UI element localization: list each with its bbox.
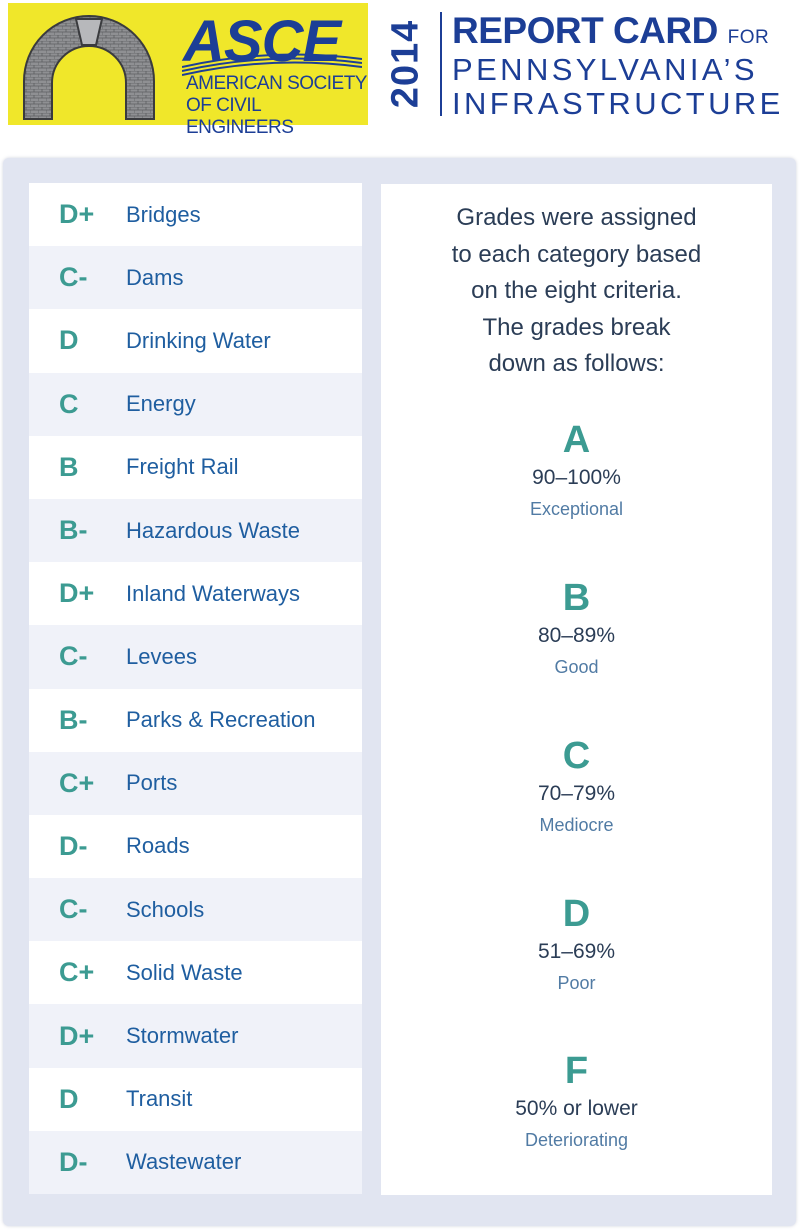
list-item xyxy=(29,815,362,878)
list-item xyxy=(29,1068,362,1131)
grade-letter: C xyxy=(562,735,591,777)
category-grade: C- xyxy=(59,894,88,925)
category-grade: B- xyxy=(59,515,88,546)
category-name: Wastewater xyxy=(126,1149,242,1175)
category-grade: B xyxy=(59,451,79,482)
grade-label: Exceptional xyxy=(529,499,624,519)
category-name: Energy xyxy=(126,391,196,417)
asce-logo xyxy=(8,3,368,138)
category-name: Dams xyxy=(126,264,184,290)
intro-line: to each category based xyxy=(451,240,702,268)
grade-letter: A xyxy=(562,419,591,461)
grade-label: Deteriorating xyxy=(524,1130,629,1150)
list-item xyxy=(29,1004,362,1067)
category-grade: C+ xyxy=(59,957,95,988)
list-item xyxy=(29,309,362,372)
intro-line: down as follows: xyxy=(488,350,665,377)
list-item xyxy=(29,373,362,436)
grade-scale-item xyxy=(381,736,772,838)
legend-intro xyxy=(381,200,772,383)
category-grade: D+ xyxy=(59,578,95,609)
category-grade: D+ xyxy=(59,1020,95,1051)
report-year: 2014 xyxy=(384,19,427,109)
grade-range: 90–100% xyxy=(532,466,621,489)
category-name: Hazardous Waste xyxy=(126,517,301,543)
category-name: Drinking Water xyxy=(126,327,271,353)
category-name: Schools xyxy=(126,896,205,922)
title-divider xyxy=(440,12,442,116)
grade-scale-item xyxy=(381,420,772,522)
category-grade-list xyxy=(29,183,362,1194)
intro-line: on the eight criteria. xyxy=(471,277,682,304)
grade-scale-item xyxy=(381,894,772,996)
category-grade: D- xyxy=(59,1146,88,1177)
list-item xyxy=(29,562,362,625)
stone-arch-icon xyxy=(14,11,164,121)
category-name: Inland Waterways xyxy=(126,580,301,606)
category-name: Freight Rail xyxy=(126,454,239,480)
grade-label: Good xyxy=(554,657,599,677)
report-title: REPORT CARD FOR xyxy=(452,10,770,51)
category-grade: B- xyxy=(59,704,88,735)
header xyxy=(0,0,800,140)
category-name: Parks & Recreation xyxy=(126,707,316,733)
list-item xyxy=(29,499,362,562)
category-name: Solid Waste xyxy=(126,959,243,985)
grade-range: 80–89% xyxy=(537,624,616,647)
category-name: Stormwater xyxy=(126,1023,239,1049)
category-name: Roads xyxy=(126,833,190,859)
category-grade: D xyxy=(59,325,79,356)
category-grade: C+ xyxy=(59,767,95,798)
grade-scale-item xyxy=(381,578,772,680)
category-grade: C xyxy=(59,388,79,419)
list-item xyxy=(29,689,362,752)
list-item xyxy=(29,246,362,309)
category-grade: D- xyxy=(59,830,88,861)
grading-legend xyxy=(381,184,772,1195)
category-name: Bridges xyxy=(126,201,201,227)
intro-line: Grades were assigned xyxy=(456,204,697,231)
grade-letter: D xyxy=(562,893,591,935)
list-item xyxy=(29,183,362,246)
grade-range: 51–69% xyxy=(537,940,616,963)
grade-range: 70–79% xyxy=(537,782,616,805)
asce-full-name: AMERICAN SOCIETY OF CIVIL ENGINEERS xyxy=(186,73,367,138)
list-item xyxy=(29,436,362,499)
grade-scale-item xyxy=(381,1051,772,1153)
grade-letter: F xyxy=(564,1050,589,1092)
category-name: Transit xyxy=(126,1086,193,1112)
list-item xyxy=(29,941,362,1004)
report-state: PENNSYLVANIA’S xyxy=(452,52,759,87)
grade-letter: B xyxy=(562,577,591,619)
category-name: Ports xyxy=(126,770,178,796)
grade-label: Mediocre xyxy=(539,815,614,835)
intro-line: The grades break xyxy=(482,313,671,341)
category-grade: D+ xyxy=(59,199,95,230)
list-item xyxy=(29,752,362,815)
grade-label: Poor xyxy=(557,973,596,993)
list-item xyxy=(29,1131,362,1194)
list-item xyxy=(29,878,362,941)
category-grade: C- xyxy=(59,641,88,672)
category-grade: D xyxy=(59,1083,79,1114)
category-grade: C- xyxy=(59,262,88,293)
category-name: Levees xyxy=(126,643,197,669)
list-item xyxy=(29,625,362,688)
report-subject: INFRASTRUCTURE xyxy=(452,86,784,121)
asce-acronym: ASCE xyxy=(183,9,341,74)
grade-range: 50% or lower xyxy=(515,1097,638,1120)
